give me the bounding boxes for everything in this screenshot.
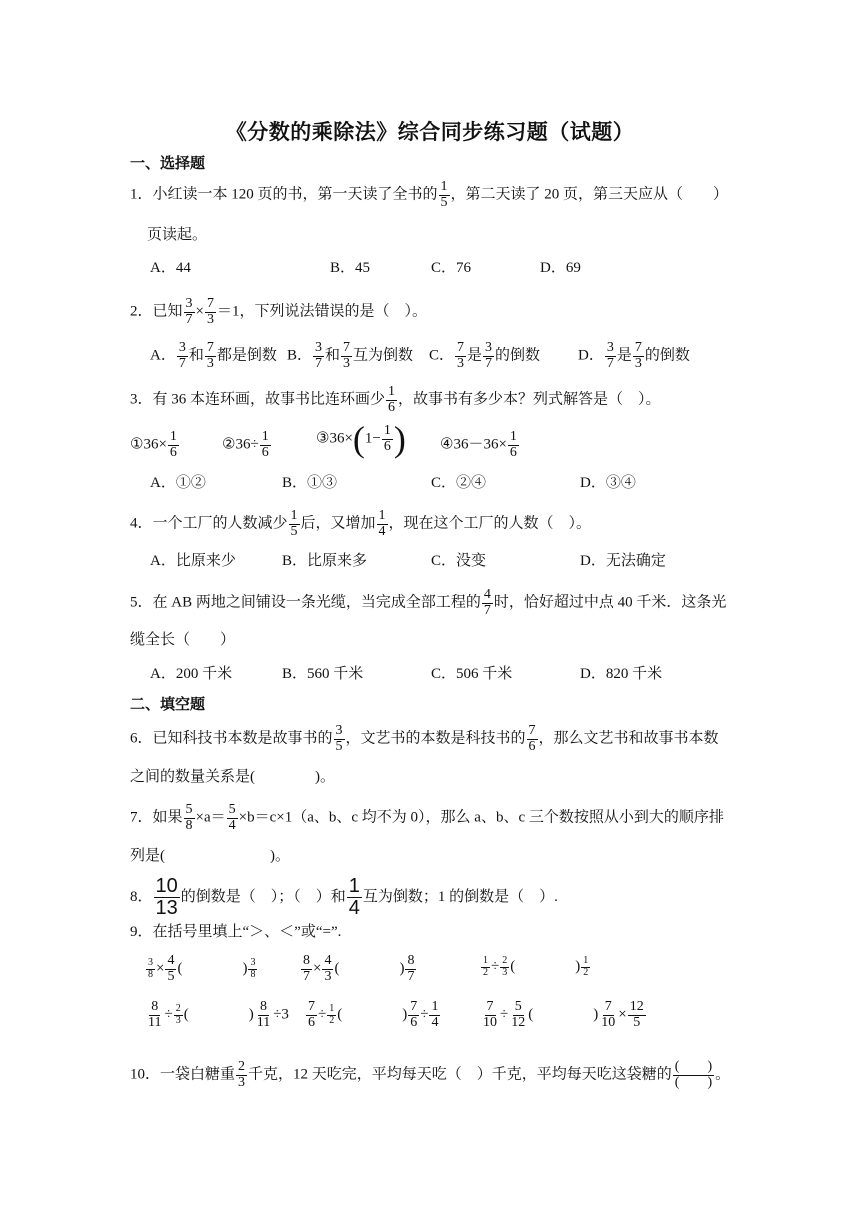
q1-option-b: B．45 <box>330 260 371 276</box>
q5-option-b: B．560 千米 <box>282 666 364 682</box>
section-heading-fill: 二、填空题 <box>130 697 206 713</box>
q9-item-1: $\frac{3}{8}$ × $\frac{4}{5}$ ( ) $\frac{3}{8}$ <box>148 953 256 984</box>
q2-option-d: D． $\frac{3}{7}$ 是 $\frac{7}{3}$ 的倒数 <box>578 340 690 371</box>
question-6-cont: 之间的数量关系是( )。 <box>130 769 335 785</box>
q5-option-d: D．820 千米 <box>580 666 663 682</box>
q2-option-c: C． $\frac{7}{3}$ 是 $\frac{3}{7}$ 的倒数 <box>429 340 541 371</box>
q5-option-a: A．200 千米 <box>150 666 233 682</box>
answer-blank-fraction[interactable]: $\frac{( )}{( )}$ <box>674 1059 713 1090</box>
q3-expression-1: ①36× $\frac{1}{6}$ <box>130 429 177 460</box>
page-title: 《分数的乘除法》综合同步练习题（试题） <box>225 120 635 144</box>
q4-option-a: A．比原来少 <box>150 553 236 569</box>
question-5: 5．在 AB 两地之间铺设一条光缆，当完成全部工程的 $\frac{4}{7}$ 时，恰好超过中点 40 千米．这条光 <box>130 587 727 618</box>
q3-expression-2: ②36÷ $\frac{1}{6}$ <box>222 429 269 460</box>
q3-option-b: B．①③ <box>282 475 338 491</box>
q9-item-2: $\frac{8}{7}$ × $\frac{4}{3}$ ( ) $\frac{8}{7}$ <box>303 953 415 984</box>
q2-option-b: B． $\frac{3}{7}$ 和 $\frac{7}{3}$ 互为倒数 <box>287 340 414 371</box>
q3-option-d: D．③④ <box>580 475 636 491</box>
question-9: 9．在括号里填上“＞、＜”或“=”. <box>130 924 342 940</box>
q9-item-3: $\frac{1}{2}$ ÷ $\frac{2}{3}$ ( ) $\frac{1}{2}$ <box>483 955 589 978</box>
question-1-cont: 页读起。 <box>147 227 208 243</box>
q2-option-a: A． $\frac{3}{7}$ 和 $\frac{7}{3}$ 都是倒数 <box>150 340 277 371</box>
question-7: 7．如果 $\frac{5}{8}$ ×a＝ $\frac{5}{4}$ ×b＝c×1（a、b、c 均不为 0），那么 a、b、c 三个数按照从小到大的顺序排 <box>130 802 724 833</box>
section-heading-choice: 一、选择题 <box>130 156 206 172</box>
fraction: $\frac{1}{5}$ <box>440 179 448 210</box>
question-7-cont: 列是( )。 <box>130 848 290 864</box>
question-6: 6．已知科技书本数是故事书的 $\frac{3}{5}$ ，文艺书的本数是科技书的 $\frac{7}{6}$ ，那么文艺书和故事书本数 <box>130 723 719 754</box>
q5-option-c: C．506 千米 <box>431 666 513 682</box>
q1-option-a: A．44 <box>150 260 191 276</box>
q4-option-c: C．没变 <box>431 553 487 569</box>
q3-option-a: A．①② <box>150 475 206 491</box>
q9-item-4: $\frac{8}{11}$ ÷ $\frac{2}{3}$ ( ) $\frac{8}{11}$ ÷3 <box>148 999 289 1030</box>
q1-option-c: C．76 <box>431 260 472 276</box>
question-8: 8． $\frac{10}{13}$ 的倒数是（ ）；（ ）和 $\frac{1}{4}$ 互为倒数；1 的倒数是（ ）. <box>130 875 558 919</box>
question-5-cont: 缆全长（ ） <box>130 632 236 648</box>
q1-option-d: D．69 <box>540 260 581 276</box>
question-10: 10．一袋白糖重 $\frac{2}{3}$ 千克，12 天吃完，平均每天吃（ ）千克，平均每天吃这袋糖的 $\frac{( )}{( )}$ 。 <box>130 1059 731 1090</box>
q4-option-b: B．比原来多 <box>282 553 368 569</box>
q3-option-c: C．②④ <box>431 475 487 491</box>
q9-item-5: $\frac{7}{6}$ ÷ $\frac{1}{2}$ ( ) $\frac{7}{6}$ ÷ $\frac{1}{4}$ <box>308 999 439 1030</box>
q3-expression-3: ③36×(1− $\frac{1}{6}$ ) <box>316 419 406 460</box>
q3-expression-4: ④36－36× $\frac{1}{6}$ <box>440 429 517 460</box>
question-4: 4．一个工厂的人数减少 $\frac{1}{5}$ 后，又增加 $\frac{1}{4}$ ，现在这个工厂的人数（ ）。 <box>130 508 592 539</box>
question-3: 3．有 36 本连环画，故事书比连环画少 $\frac{1}{6}$ ，故事书有多少本？列式解答是（ ）。 <box>130 384 661 415</box>
question-1: 1．小红读一本 120 页的书，第一天读了全书的 $\frac{1}{5}$ ，第二天读了 20 页，第三天应从（ ） <box>130 179 729 210</box>
question-2: 2．已知 $\frac{3}{7}$ × $\frac{7}{3}$ ＝1，下列说法错误的是（ ）。 <box>130 296 428 327</box>
q9-item-6: $\frac{7}{10}$ ÷ $\frac{5}{12}$ ( ) $\frac{7}{10}$ × $\frac{12}{5}$ <box>483 999 644 1030</box>
q4-option-d: D．无法确定 <box>580 553 666 569</box>
